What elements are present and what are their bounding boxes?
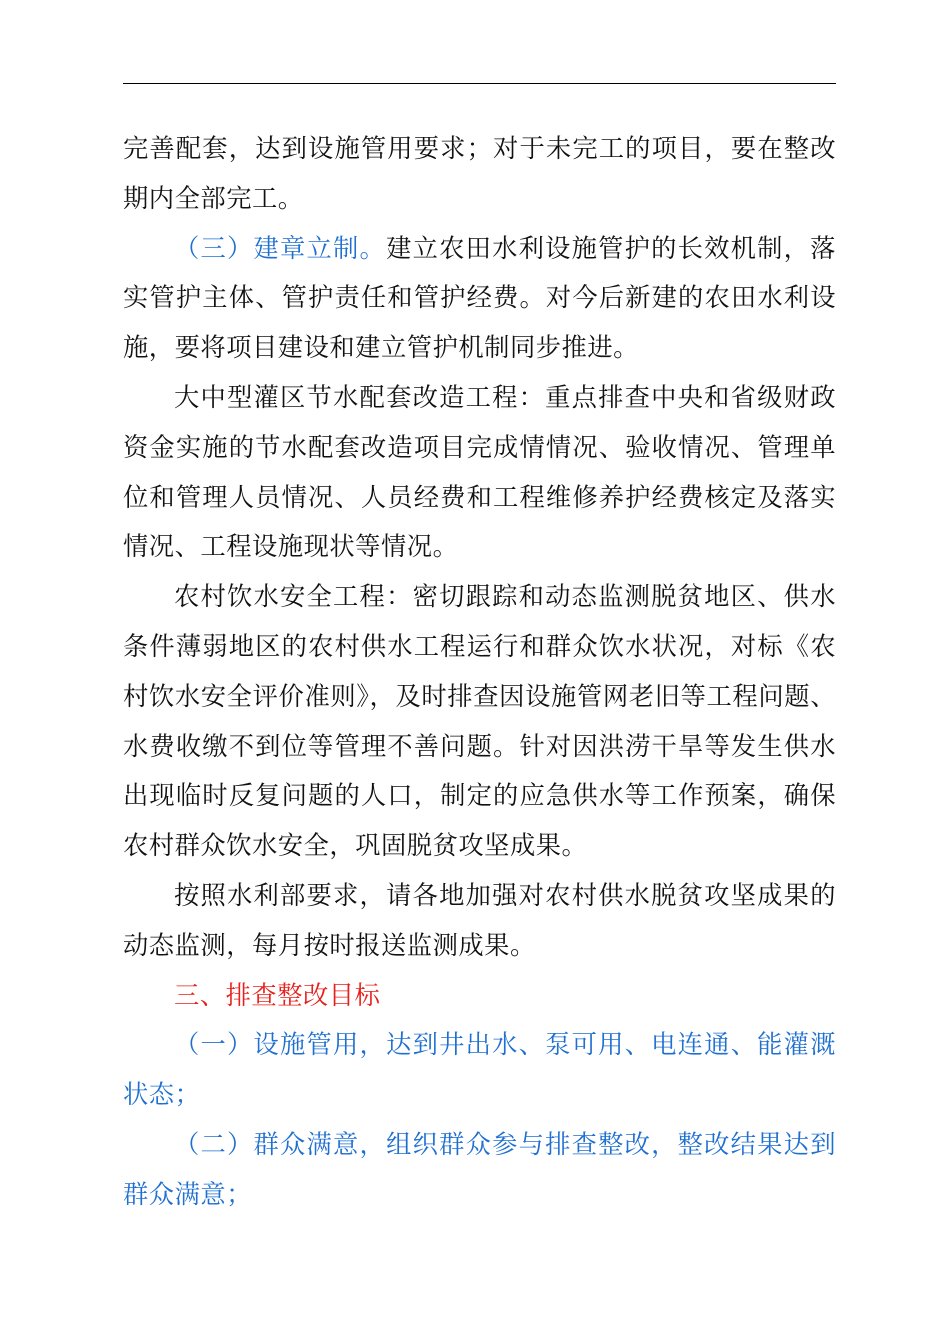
paragraph-jianzhang-lizhi <box>123 224 836 373</box>
subheading-jianzhang-lizhi: （三）建章立制。 <box>174 233 387 263</box>
paragraph-yinshui: 农村饮水安全工程：密切跟踪和动态监测脱贫地区、供水条件薄弱地区的农村供水工程运行和群众饮水状况，对标《农村饮水安全评价准则》，及时排查因设施管网老旧等工程问题、水费收缴不到位等管理不善问题。针对因洪涝干旱等发生供水出现临时反复问题的人口，制定的应急供水等工作预案，确保农村群众饮水安全，巩固脱贫攻坚成果。 <box>123 582 836 861</box>
paragraph-guanqu: 大中型灌区节水配套改造工程：重点排查中央和省级财政资金实施的节水配套改造项目完成情情况、验收情况、管理单位和管理人员情况、人员经费和工程维修养护经费核定及落实情况、工程设施现状等情况。 <box>123 382 836 562</box>
paragraph-jiance: 按照水利部要求，请各地加强对农村供水脱贫攻坚成果的动态监测，每月按时报送监测成果。 <box>123 880 836 960</box>
goal-item-1: （一）设施管用，达到井出水、泵可用、电连通、能灌溉状态； <box>123 1030 836 1110</box>
header-rule <box>123 83 836 84</box>
document-body <box>123 124 836 1220</box>
paragraph-jianzhang-text: 建立农田水利设施管护的长效机制，落实管护主体、管护责任和管护经费。对今后新建的农田水利设施，要将项目建设和建立管护机制同步推进。 <box>123 233 836 363</box>
paragraph-continuation: 完善配套，达到设施管用要求；对于未完工的项目，要在整改期内全部完工。 <box>123 134 836 213</box>
section-title-mubiao: 三、排查整改目标 <box>174 980 381 1010</box>
goal-item-2: （二）群众满意，组织群众参与排查整改，整改结果达到群众满意； <box>123 1129 836 1209</box>
